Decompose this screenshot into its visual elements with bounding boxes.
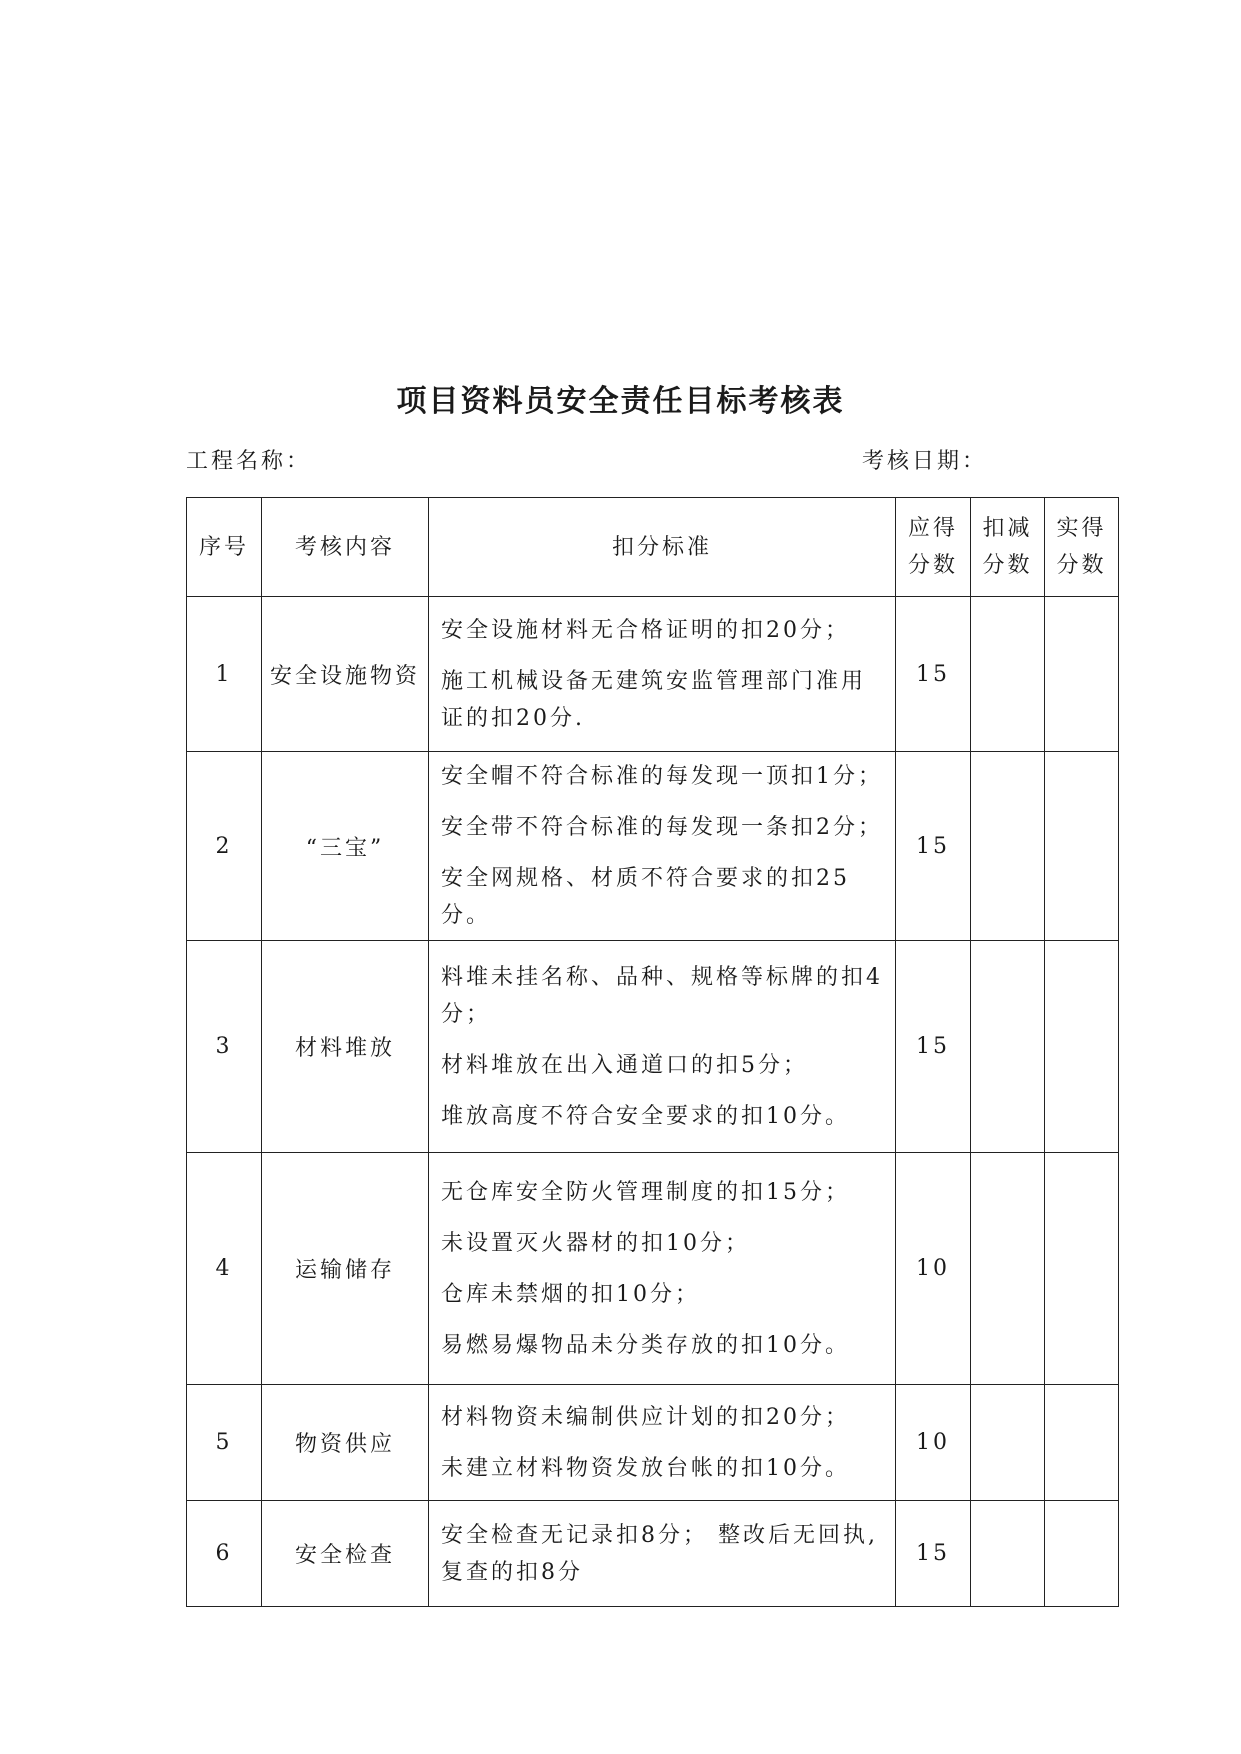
column-header-due-score: 应得 分数 <box>896 498 971 597</box>
actual-score-cell <box>1045 597 1119 752</box>
row-number: 1 <box>187 597 262 752</box>
deducted-score-cell <box>971 1385 1045 1501</box>
deducted-score-cell <box>971 752 1045 941</box>
actual-score-cell <box>1045 1385 1119 1501</box>
assessment-table <box>186 497 1119 1607</box>
standard-line: 仓库未禁烟的扣10分； <box>441 1281 700 1307</box>
standard-line: 材料物资未编制供应计划的扣20分； <box>441 1404 850 1430</box>
standard-line: 安全网规格、材质不符合要求的扣25分。 <box>441 866 850 928</box>
row-content: 安全设施物资 <box>262 597 429 752</box>
row-number: 3 <box>187 941 262 1153</box>
standard-line: 施工机械设备无建筑安监管理部门准用证的扣20分. <box>441 668 867 731</box>
table-header-row <box>187 498 1119 597</box>
row-content: 材料堆放 <box>262 941 429 1153</box>
row-content: 运输储存 <box>262 1153 429 1385</box>
standard-line: 未设置灭火器材的扣10分； <box>441 1230 750 1256</box>
row-number: 2 <box>187 752 262 941</box>
actual-score-cell <box>1045 752 1119 941</box>
column-header-deducted-score: 扣减 分数 <box>971 498 1045 597</box>
due-score: 10 <box>896 1153 971 1385</box>
table-row <box>187 752 1119 941</box>
column-header-no: 序号 <box>187 498 262 597</box>
table-row <box>187 1385 1119 1501</box>
assessment-date-label: 考核日期： <box>862 449 988 474</box>
deducted-score-cell <box>971 1501 1045 1607</box>
standard-line: 料堆未挂名称、品种、规格等标牌的扣4分； <box>441 964 883 1027</box>
standard-line: 安全设施材料无合格证明的扣20分； <box>441 617 850 643</box>
deducted-score-cell <box>971 1153 1045 1385</box>
deducted-score-cell <box>971 941 1045 1153</box>
row-content: 安全检查 <box>262 1501 429 1607</box>
row-standard <box>429 597 896 752</box>
project-name-label: 工程名称： <box>186 449 312 474</box>
table-row <box>187 597 1119 752</box>
row-number: 6 <box>187 1501 262 1607</box>
row-standard <box>429 752 896 941</box>
column-header-standard: 扣分标准 <box>429 498 896 597</box>
table-row <box>187 941 1119 1153</box>
standard-line: 安全带不符合标准的每发现一条扣2分； <box>441 815 883 840</box>
due-score: 15 <box>896 752 971 941</box>
column-header-content: 考核内容 <box>262 498 429 597</box>
row-number: 5 <box>187 1385 262 1501</box>
row-content: 物资供应 <box>262 1385 429 1501</box>
deducted-score-cell <box>971 597 1045 752</box>
column-header-actual-score: 实得 分数 <box>1045 498 1119 597</box>
standard-line: 未建立材料物资发放台帐的扣10分。 <box>441 1455 850 1481</box>
actual-score-cell <box>1045 1153 1119 1385</box>
actual-score-cell <box>1045 941 1119 1153</box>
row-standard <box>429 1501 896 1607</box>
standard-line: 安全检查无记录扣8分； 整改后无回执,复查的扣8分 <box>441 1522 878 1585</box>
table-row <box>187 1153 1119 1385</box>
row-number: 4 <box>187 1153 262 1385</box>
row-standard <box>429 941 896 1153</box>
actual-score-cell <box>1045 1501 1119 1607</box>
row-standard <box>429 1385 896 1501</box>
due-score: 15 <box>896 941 971 1153</box>
standard-line: 堆放高度不符合安全要求的扣10分。 <box>441 1103 850 1129</box>
standard-line: 易燃易爆物品未分类存放的扣10分。 <box>441 1332 850 1358</box>
due-score: 15 <box>896 1501 971 1607</box>
page-title: 项目资料员安全责任目标考核表 <box>396 384 845 419</box>
row-standard <box>429 1153 896 1385</box>
table-row <box>187 1501 1119 1607</box>
standard-line: 安全帽不符合标准的每发现一顶扣1分； <box>441 764 883 789</box>
due-score: 15 <box>896 597 971 752</box>
due-score: 10 <box>896 1385 971 1501</box>
row-content: “三宝” <box>262 752 429 941</box>
standard-line: 无仓库安全防火管理制度的扣15分； <box>441 1179 850 1205</box>
standard-line: 材料堆放在出入通道口的扣5分； <box>441 1052 808 1078</box>
